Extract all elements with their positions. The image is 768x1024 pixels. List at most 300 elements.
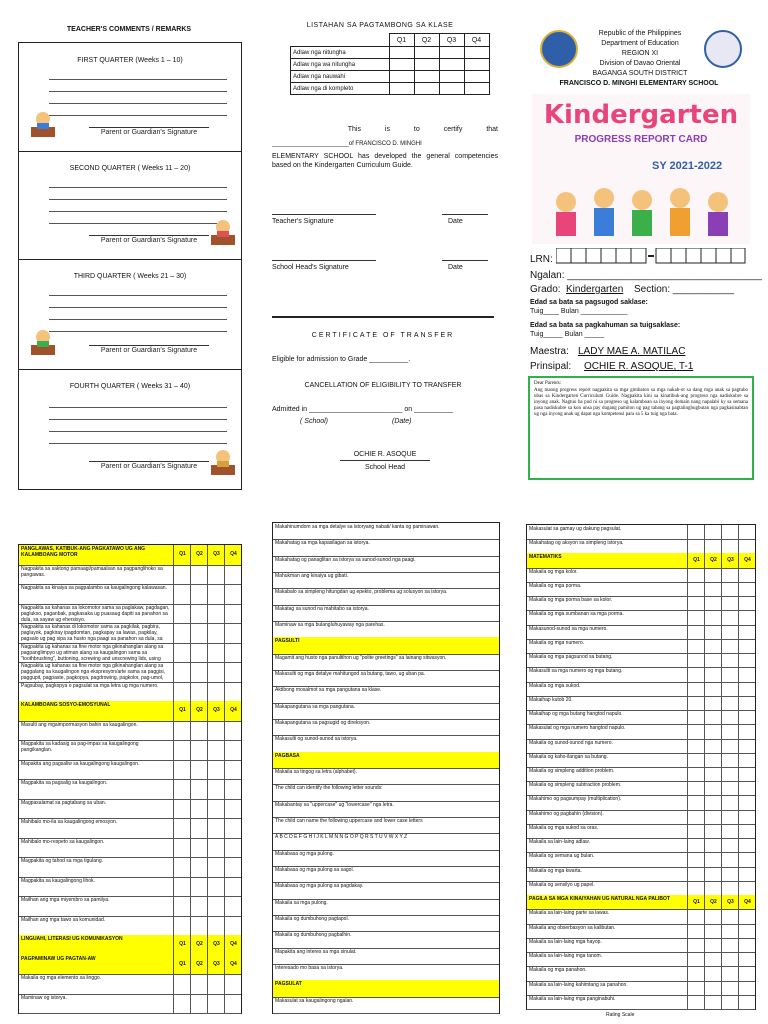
- competency-row: [527, 539, 755, 554]
- rating-cell[interactable]: [704, 724, 722, 738]
- competency-text: Makaila ang obserbasyon sa kalibutan.: [529, 924, 616, 931]
- rating-cell[interactable]: [190, 877, 208, 897]
- rating-cell[interactable]: [687, 653, 705, 667]
- rating-cell[interactable]: [190, 662, 208, 682]
- rating-cell[interactable]: [687, 639, 705, 653]
- rating-cell[interactable]: [704, 539, 722, 553]
- competency-text: Makaila sa lain-laing mga hayop.: [529, 938, 602, 945]
- rating-cell[interactable]: [721, 582, 739, 596]
- competency-row: [273, 621, 499, 638]
- rating-cell[interactable]: Q4: [738, 553, 755, 567]
- rating-cell[interactable]: [721, 610, 739, 624]
- rating-cell[interactable]: [687, 667, 705, 681]
- competency-text: Mahukman ang kinaiya ug gibati.: [275, 573, 349, 579]
- competency-text: Makahinumdom sa mga detalye sa istoryang nabati/ kanta og paminawan.: [275, 524, 440, 530]
- rating-cell[interactable]: [738, 539, 755, 553]
- rating-cell[interactable]: [207, 662, 225, 682]
- rating-cell[interactable]: Q2: [190, 545, 208, 565]
- rating-cell[interactable]: [721, 539, 739, 553]
- rating-cell[interactable]: [721, 739, 739, 753]
- rating-cell[interactable]: [687, 525, 705, 539]
- rating-cell[interactable]: [224, 584, 241, 604]
- competency-row: [527, 867, 755, 882]
- rating-cell[interactable]: [704, 753, 722, 767]
- competency-text: Magpakita sa kadasig sa pag-impas sa kaugalingong pangikanglan.: [21, 741, 139, 753]
- rating-cell[interactable]: [738, 995, 755, 1009]
- rating-cell[interactable]: [721, 867, 739, 881]
- rating-cell[interactable]: [704, 667, 722, 681]
- rating-cell[interactable]: [224, 565, 241, 585]
- rating-cell[interactable]: [704, 710, 722, 724]
- rating-cell[interactable]: [721, 696, 739, 710]
- rating-cell[interactable]: [207, 857, 225, 877]
- rating-cell[interactable]: Q3: [207, 935, 225, 955]
- rating-cell[interactable]: [190, 584, 208, 604]
- rating-cell[interactable]: [190, 643, 208, 663]
- rating-cell[interactable]: [173, 818, 191, 838]
- rating-cell[interactable]: [687, 781, 705, 795]
- rating-cell[interactable]: [687, 938, 705, 952]
- rating-cell[interactable]: [704, 781, 722, 795]
- rating-cell[interactable]: [704, 610, 722, 624]
- rating-cell[interactable]: [721, 995, 739, 1009]
- rating-cell[interactable]: [738, 667, 755, 681]
- certify-body: ELEMENTARY SCHOOL has developed the general competencies based on the Kindergarten Curriculum Guide.: [272, 153, 498, 169]
- rating-cell[interactable]: [704, 938, 722, 952]
- competency-row: [527, 909, 755, 924]
- rating-cell[interactable]: Q2: [704, 553, 722, 567]
- school-name: FRANCISCO D. MINGHI ELEMENTARY SCHOOL: [559, 80, 719, 87]
- rating-cell[interactable]: [738, 653, 755, 667]
- certify-line-1: This is to certify that: [347, 126, 498, 133]
- rating-cell[interactable]: [721, 938, 739, 952]
- rating-cell[interactable]: [704, 966, 722, 980]
- rating-cell[interactable]: [704, 568, 722, 582]
- rating-cell[interactable]: [738, 568, 755, 582]
- head-name: OCHIE R. ASOQUE: [353, 451, 417, 458]
- rating-cell[interactable]: [224, 760, 241, 780]
- competency-text: Makaila sa lain-laing kahimtang sa panahon.: [529, 981, 628, 988]
- rating-cell[interactable]: [721, 881, 739, 895]
- rating-cell[interactable]: [190, 682, 208, 702]
- rating-cell[interactable]: Q4: [224, 935, 241, 955]
- competency-text: Makaila og mga elemento sa linggo.: [21, 975, 102, 981]
- rating-cell[interactable]: [687, 596, 705, 610]
- rating-cell[interactable]: [207, 565, 225, 585]
- rating-cell[interactable]: [704, 995, 722, 1009]
- rating-cell[interactable]: [207, 721, 225, 741]
- rating-cell[interactable]: [224, 740, 241, 760]
- competency-text: MATEMATIKS: [529, 554, 562, 561]
- rating-cell[interactable]: Q4: [224, 701, 241, 721]
- rating-cell[interactable]: [224, 779, 241, 799]
- rating-cell[interactable]: [721, 810, 739, 824]
- rating-cell[interactable]: [687, 966, 705, 980]
- competency-text: Mailhan ang mga miyembro sa pamilya.: [21, 897, 110, 903]
- rating-cell[interactable]: [207, 760, 225, 780]
- rating-cell[interactable]: [687, 981, 705, 995]
- rating-cell[interactable]: [224, 721, 241, 741]
- rating-cell[interactable]: [704, 852, 722, 866]
- rating-cell[interactable]: [687, 539, 705, 553]
- rating-cell[interactable]: [190, 760, 208, 780]
- competency-table-1: [18, 544, 242, 1014]
- rating-cell[interactable]: [704, 596, 722, 610]
- rating-cell[interactable]: [704, 696, 722, 710]
- rating-cell[interactable]: [687, 682, 705, 696]
- rating-cell[interactable]: [190, 779, 208, 799]
- competency-text: Nagpakita sa kahanas sa lokomotor sama sa paglakaw, pagdagan, paglukso, paganbak, pagkasaka ug puasaug dapiti sa panahon sa dula, sa sayaw ug ehersisyo.: [21, 604, 170, 623]
- lrn-boxes[interactable]: [556, 248, 746, 264]
- rating-cell[interactable]: [687, 795, 705, 809]
- rating-cell[interactable]: [687, 924, 705, 938]
- rating-cell[interactable]: [721, 795, 739, 809]
- rating-cell[interactable]: [721, 753, 739, 767]
- rating-cell[interactable]: [738, 610, 755, 624]
- rating-cell[interactable]: [687, 995, 705, 1009]
- rating-cell[interactable]: [704, 525, 722, 539]
- rating-cell[interactable]: [704, 582, 722, 596]
- rating-cell[interactable]: [190, 818, 208, 838]
- district-text: BAGANGA SOUTH DISTRICT: [592, 70, 688, 77]
- rating-cell[interactable]: [207, 623, 225, 643]
- rating-cell[interactable]: Q1: [173, 701, 191, 721]
- rating-cell[interactable]: [721, 525, 739, 539]
- rating-cell[interactable]: [687, 753, 705, 767]
- rating-cell[interactable]: [687, 867, 705, 881]
- rating-cell[interactable]: [704, 981, 722, 995]
- rating-cell[interactable]: [721, 710, 739, 724]
- rating-cell[interactable]: [721, 781, 739, 795]
- rating-cell[interactable]: [738, 909, 755, 923]
- rating-cell[interactable]: [224, 682, 241, 702]
- rating-cell[interactable]: [687, 610, 705, 624]
- rating-cell[interactable]: [738, 966, 755, 980]
- rating-cell[interactable]: [687, 838, 705, 852]
- rating-cell[interactable]: [738, 924, 755, 938]
- rating-cell[interactable]: [224, 994, 241, 1014]
- rating-cell[interactable]: [207, 643, 225, 663]
- rating-cell[interactable]: [687, 810, 705, 824]
- rating-cell[interactable]: [721, 568, 739, 582]
- rating-cell[interactable]: [738, 625, 755, 639]
- rating-cell[interactable]: [207, 799, 225, 819]
- q2-header: Q2: [414, 34, 439, 47]
- competency-text: A B C D E F G H I J K L M N N G O P Q R S T U V W X Y Z: [275, 834, 408, 841]
- rating-cell[interactable]: [704, 767, 722, 781]
- competency-text: Makaila og mga sukod.: [529, 682, 581, 689]
- competency-text: PAGBASA: [275, 752, 300, 759]
- rating-cell[interactable]: [207, 896, 225, 916]
- rating-cell[interactable]: Q3: [207, 701, 225, 721]
- rating-cell[interactable]: Q2: [190, 935, 208, 955]
- rating-cell[interactable]: [738, 867, 755, 881]
- attendance-row-label: Adlaw nga di kompleto: [291, 83, 390, 95]
- rating-cell[interactable]: [687, 952, 705, 966]
- rating-cell[interactable]: [207, 682, 225, 702]
- rating-cell[interactable]: [190, 916, 208, 936]
- rating-cell[interactable]: [738, 767, 755, 781]
- rating-cell[interactable]: [173, 584, 191, 604]
- attendance-row-label: Adlaw nga nauwahi: [291, 71, 390, 83]
- lrn-label: LRN:: [530, 254, 553, 265]
- competency-text: Mailhan ang mga tawo sa komunidad.: [21, 916, 106, 923]
- rating-cell[interactable]: [738, 824, 755, 838]
- rating-cell[interactable]: [704, 739, 722, 753]
- rating-cell[interactable]: [721, 852, 739, 866]
- rating-cell[interactable]: Q4: [738, 895, 755, 909]
- rating-cell[interactable]: [224, 799, 241, 819]
- rating-cell[interactable]: [687, 625, 705, 639]
- teacher-signature-label: Teacher's Signature: [272, 218, 334, 225]
- rating-cell[interactable]: [173, 838, 191, 858]
- rating-cell[interactable]: [687, 710, 705, 724]
- rating-cell[interactable]: [190, 740, 208, 760]
- competency-text: Makaila og mga porma.: [529, 582, 582, 589]
- rating-cell[interactable]: Q4: [224, 955, 241, 975]
- rating-cell[interactable]: [190, 799, 208, 819]
- rating-cell[interactable]: [173, 799, 191, 819]
- competency-text: Nagpakita ug kahanas sa fine motor nga gikinahanglan alang sa paggalang sa kaugalingon nga ekspresyon/arte sama sa paggisi, paggupit, pagpaste, pagkopya, pagdrowing, pagkolor, pag-umol,: [21, 663, 165, 681]
- competency-row: [527, 582, 755, 597]
- rating-cell[interactable]: [704, 924, 722, 938]
- rating-cell[interactable]: [687, 568, 705, 582]
- rating-cell[interactable]: [190, 604, 208, 624]
- rating-cell[interactable]: [738, 596, 755, 610]
- rating-cell[interactable]: [173, 662, 191, 682]
- rating-cell[interactable]: [224, 604, 241, 624]
- rating-cell[interactable]: [738, 952, 755, 966]
- rating-cell[interactable]: [721, 838, 739, 852]
- rating-cell[interactable]: [207, 838, 225, 858]
- rating-cell[interactable]: [721, 625, 739, 639]
- rating-cell[interactable]: [704, 653, 722, 667]
- rating-cell[interactable]: [738, 582, 755, 596]
- section-field: Section: ___________: [634, 284, 735, 295]
- cancel-title: CANCELLATION OF ELIGIBILITY TO TRANSFER: [304, 382, 462, 389]
- rating-cell[interactable]: [190, 838, 208, 858]
- rating-cell[interactable]: [173, 857, 191, 877]
- rating-cell[interactable]: [173, 740, 191, 760]
- rating-cell[interactable]: [190, 896, 208, 916]
- rating-cell[interactable]: [721, 639, 739, 653]
- rating-cell[interactable]: [224, 662, 241, 682]
- competency-text: Makaila og dumbuhong pagtapol.: [275, 916, 349, 922]
- rating-cell[interactable]: [687, 909, 705, 923]
- competency-text: Makahimo og pagbahin (division).: [529, 810, 604, 817]
- competency-row: [19, 721, 241, 742]
- rating-cell[interactable]: [738, 525, 755, 539]
- kid-illustration: [209, 447, 237, 477]
- rating-cell[interactable]: [704, 867, 722, 881]
- rating-cell[interactable]: [738, 710, 755, 724]
- rating-cell[interactable]: [738, 881, 755, 895]
- rating-cell[interactable]: Q1: [173, 545, 191, 565]
- rating-cell[interactable]: [224, 857, 241, 877]
- rating-cell[interactable]: [207, 916, 225, 936]
- competency-text: Makaila og simpleng addition problem.: [529, 768, 615, 774]
- rating-cell[interactable]: [173, 916, 191, 936]
- rating-cell[interactable]: [173, 604, 191, 624]
- rating-cell[interactable]: [207, 877, 225, 897]
- rating-cell[interactable]: [721, 824, 739, 838]
- rating-cell[interactable]: [190, 994, 208, 1014]
- competency-row: [19, 974, 241, 995]
- rating-cell[interactable]: [721, 966, 739, 980]
- rating-cell[interactable]: [207, 818, 225, 838]
- rating-cell[interactable]: [721, 924, 739, 938]
- rating-cell[interactable]: [738, 696, 755, 710]
- rating-cell[interactable]: [224, 974, 241, 994]
- rating-cell[interactable]: Q2: [190, 701, 208, 721]
- rating-cell[interactable]: [224, 916, 241, 936]
- rating-cell[interactable]: [738, 739, 755, 753]
- rating-cell[interactable]: [224, 818, 241, 838]
- rating-cell[interactable]: [224, 623, 241, 643]
- transfer-title: CERTIFICATE OF TRANSFER: [311, 332, 455, 339]
- rating-cell[interactable]: Q1: [173, 955, 191, 975]
- date-caption: (Date): [392, 418, 412, 425]
- rating-cell[interactable]: [207, 604, 225, 624]
- rating-cell[interactable]: [173, 974, 191, 994]
- rating-cell[interactable]: [721, 767, 739, 781]
- rating-cell[interactable]: [224, 896, 241, 916]
- rating-cell[interactable]: [721, 981, 739, 995]
- competency-text: KALAMBOANG SOSYO-EMOSYUNAL: [21, 702, 111, 708]
- rating-cell[interactable]: [738, 938, 755, 952]
- competency-text: PAGSULTI: [275, 638, 300, 645]
- rating-cell[interactable]: [687, 696, 705, 710]
- rating-cell[interactable]: [190, 857, 208, 877]
- rating-cell[interactable]: [721, 909, 739, 923]
- rating-cell[interactable]: [173, 877, 191, 897]
- rating-cell[interactable]: [173, 760, 191, 780]
- rating-cell[interactable]: [704, 682, 722, 696]
- rating-cell[interactable]: [738, 795, 755, 809]
- rating-cell[interactable]: [190, 623, 208, 643]
- rating-cell[interactable]: [207, 584, 225, 604]
- rating-cell[interactable]: [687, 824, 705, 838]
- rating-cell[interactable]: Q3: [721, 895, 739, 909]
- rating-cell[interactable]: Q1: [687, 895, 705, 909]
- competency-row: [19, 818, 241, 839]
- competency-row: [19, 643, 241, 664]
- rating-cell[interactable]: [173, 643, 191, 663]
- rating-cell[interactable]: [173, 565, 191, 585]
- rating-cell[interactable]: [687, 852, 705, 866]
- rating-cell[interactable]: [173, 623, 191, 643]
- rating-cell[interactable]: [190, 974, 208, 994]
- competency-text: Mapakita ang pagsaliw sa kaugalingong kaugalingon.: [21, 760, 140, 767]
- rating-cell[interactable]: [738, 781, 755, 795]
- rating-cell[interactable]: [738, 810, 755, 824]
- rating-cell[interactable]: [738, 724, 755, 738]
- rating-cell[interactable]: [173, 779, 191, 799]
- rating-cell[interactable]: Q3: [207, 955, 225, 975]
- division-text: Division of Davao Oriental: [599, 60, 681, 67]
- rating-cell[interactable]: [173, 682, 191, 702]
- rating-cell[interactable]: Q1: [687, 553, 705, 567]
- rating-cell[interactable]: [173, 896, 191, 916]
- competency-text: Makaila og simpleng subtraction problem.: [529, 782, 622, 789]
- competency-row: [19, 604, 241, 625]
- rating-cell[interactable]: [687, 767, 705, 781]
- rating-cell[interactable]: [207, 740, 225, 760]
- quarter-label: THIRD QUARTER ( Weeks 21 – 30): [73, 273, 187, 280]
- rating-cell[interactable]: [704, 639, 722, 653]
- competency-text: Makabasa og mga pulong sa sagol.: [275, 867, 354, 873]
- competency-text: Maminaw og istorya.: [21, 994, 67, 1001]
- rating-cell[interactable]: [190, 565, 208, 585]
- rating-cell[interactable]: [687, 739, 705, 753]
- rating-cell[interactable]: Q2: [190, 955, 208, 975]
- rating-cell[interactable]: [738, 981, 755, 995]
- rating-cell[interactable]: [207, 779, 225, 799]
- rating-cell[interactable]: [704, 625, 722, 639]
- rating-cell[interactable]: [704, 824, 722, 838]
- rating-cell[interactable]: [207, 974, 225, 994]
- school-year: SY 2021-2022: [652, 160, 723, 172]
- rating-cell[interactable]: [704, 881, 722, 895]
- rating-cell[interactable]: [173, 721, 191, 741]
- competency-row: [273, 964, 499, 981]
- rating-cell[interactable]: [687, 881, 705, 895]
- edad-end: Edad sa bata sa pagkahuman sa tuigsaklase:: [530, 322, 681, 329]
- rating-cell[interactable]: [738, 682, 755, 696]
- competency-row: [527, 639, 755, 654]
- competency-text: Makaila og mga kwarta.: [529, 867, 582, 874]
- competency-row: [273, 556, 499, 573]
- eligible-text: Eligible for admission to Grade __________.: [272, 356, 411, 363]
- rating-cell[interactable]: [738, 852, 755, 866]
- rating-cell[interactable]: [721, 952, 739, 966]
- rating-cell[interactable]: [207, 994, 225, 1014]
- rating-cell[interactable]: [738, 639, 755, 653]
- rating-cell[interactable]: [687, 724, 705, 738]
- competency-row: [19, 662, 241, 683]
- rating-cell[interactable]: [704, 909, 722, 923]
- date-label: Date: [448, 264, 463, 271]
- rating-cell[interactable]: [704, 795, 722, 809]
- rating-cell[interactable]: [704, 952, 722, 966]
- competency-row: [19, 916, 241, 937]
- rating-cell[interactable]: [704, 810, 722, 824]
- competency-row: [273, 588, 499, 605]
- rating-cell[interactable]: [721, 596, 739, 610]
- rating-cell[interactable]: Q1: [173, 935, 191, 955]
- rating-cell[interactable]: Q2: [704, 895, 722, 909]
- rating-cell[interactable]: [704, 838, 722, 852]
- rating-cell[interactable]: [721, 667, 739, 681]
- rating-cell[interactable]: [224, 877, 241, 897]
- rating-cell[interactable]: [721, 653, 739, 667]
- rating-cell[interactable]: [738, 753, 755, 767]
- rating-cell[interactable]: Q4: [224, 545, 241, 565]
- rating-cell[interactable]: [738, 838, 755, 852]
- rating-cell[interactable]: Q3: [721, 553, 739, 567]
- rating-cell[interactable]: [173, 994, 191, 1014]
- rating-cell[interactable]: Q3: [207, 545, 225, 565]
- rating-cell[interactable]: [721, 724, 739, 738]
- rating-cell[interactable]: [721, 682, 739, 696]
- competency-row: [19, 877, 241, 898]
- rating-cell[interactable]: [224, 838, 241, 858]
- rating-cell[interactable]: [687, 582, 705, 596]
- competency-row: [273, 523, 499, 540]
- competency-text: The child can identify the following letter sounds:: [275, 785, 383, 792]
- rating-cell[interactable]: [190, 721, 208, 741]
- rating-cell[interactable]: [224, 643, 241, 663]
